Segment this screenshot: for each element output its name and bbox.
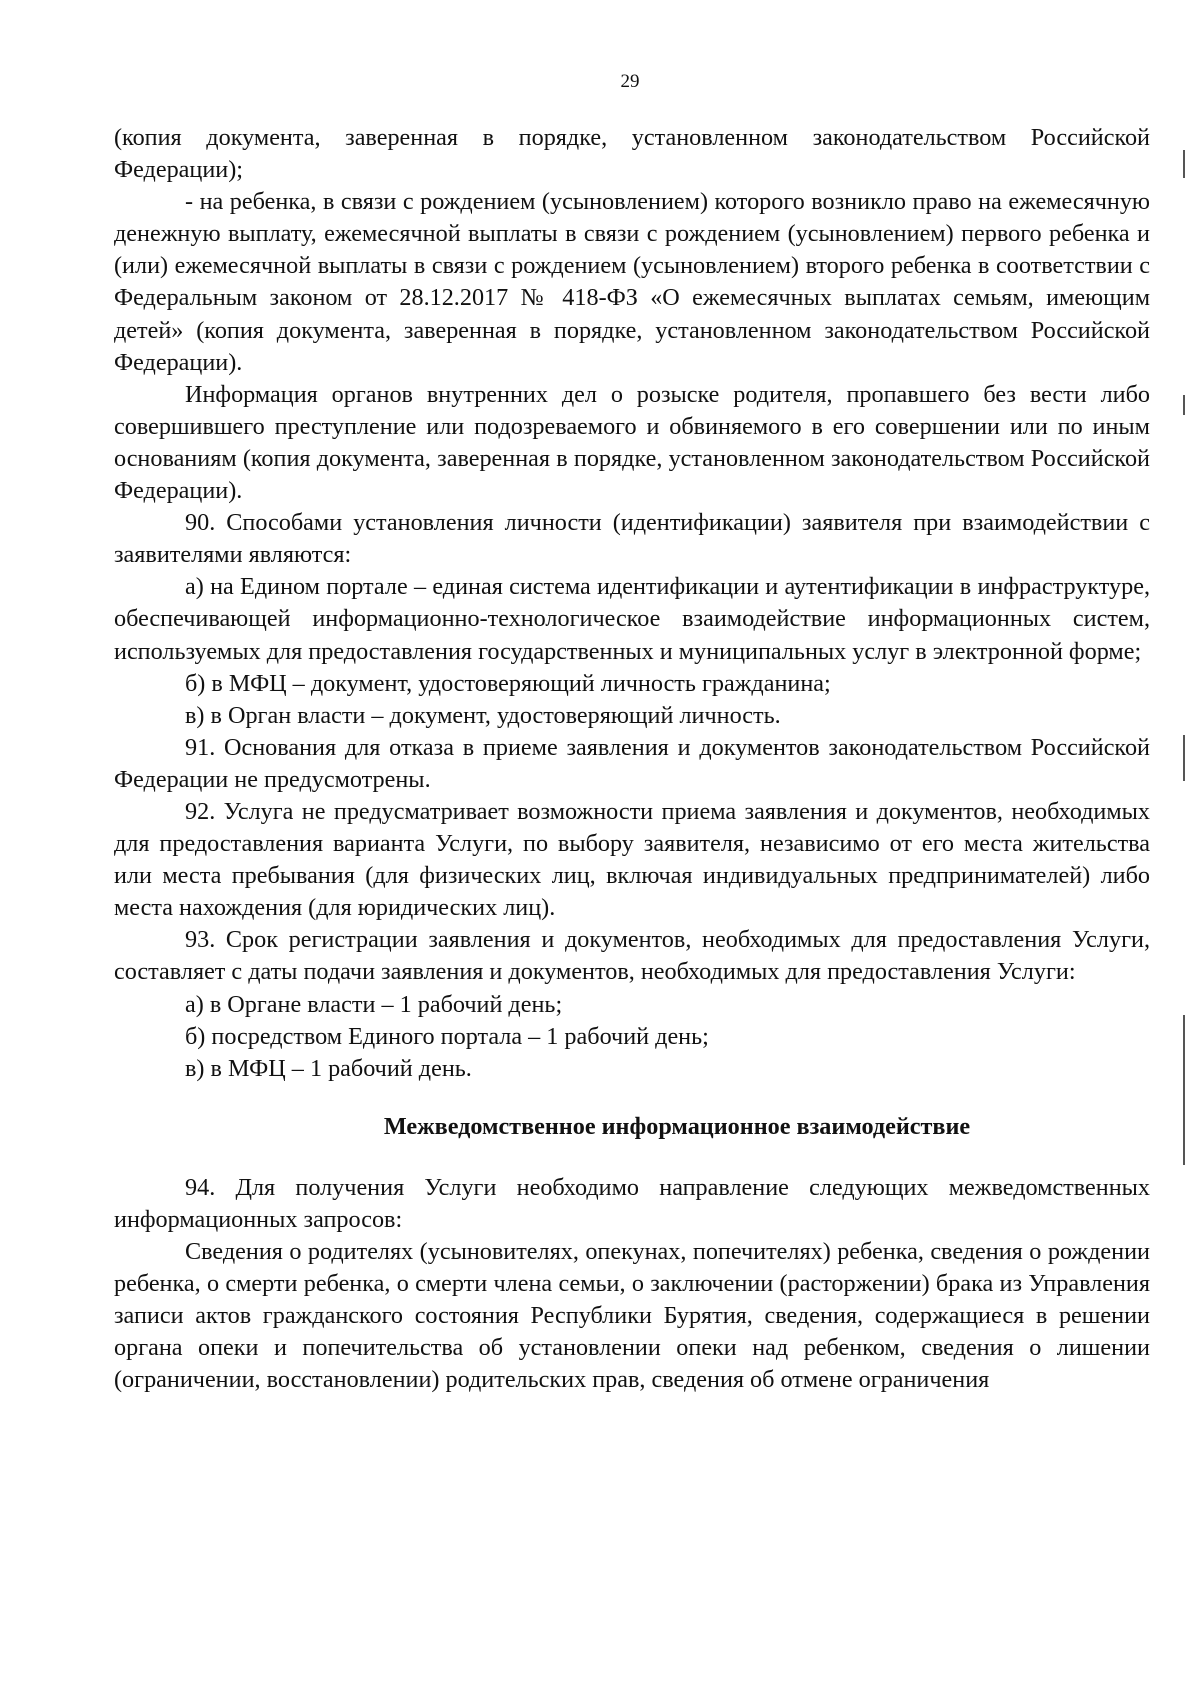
paragraph-90: 90. Способами установления личности (идентификации) заявителя при взаимодействии с заявителями являются:: [114, 509, 1150, 569]
scan-artifact-line: [1183, 150, 1185, 178]
paragraph-91: 91. Основания для отказа в приеме заявления и документов законодательством Российской Федерации не предусмотрены.: [114, 733, 1150, 793]
section-heading: Межведомственное информационное взаимодействие: [383, 1112, 971, 1140]
paragraph-93: 93. Срок регистрации заявления и документов, необходимых для предоставления Услуги, составляет с даты подачи заявления и документов, необходимых для предоставления Услуги:: [114, 926, 1150, 986]
paragraph-93-a: а) в Органе власти – 1 рабочий день;: [185, 990, 563, 1018]
paragraph-93-b: б) посредством Единого портала – 1 рабочий день;: [185, 1022, 709, 1050]
scan-artifact-line: [1183, 1015, 1185, 1165]
paragraph-90-b: б) в МФЦ – документ, удостоверяющий личность гражданина;: [185, 669, 831, 697]
paragraph-police-info: Информация органов внутренних дел о розыске родителя, пропавшего без вести либо совершившего преступление или подозреваемого и обвиняемого в его совершении или по иным основаниям (копия документа, заверенная в порядке, установленном законодательством Российской Федерации).: [114, 380, 1150, 505]
paragraph-90-v: в) в Орган власти – документ, удостоверяющий личность.: [185, 701, 781, 729]
paragraph-child-birth: - на ребенка, в связи с рождением (усыновлением) которого возникло право на ежемесячную денежную выплату, ежемесячной выплаты в связи с рождением (усыновлением) первого ребенка и (или) ежемесячной выплаты в связи с рождением (усыновлением) второго ребенка в соответствии с Федеральным законом от 28.12.2017 № 418-ФЗ «О ежемесячных выплатах семьям, имеющим детей» (копия документа, заверенная в порядке, установленном законодательством Российской Федерации).: [114, 188, 1150, 376]
paragraph-94-details: Сведения о родителях (усыновителях, опекунах, попечителях) ребенка, сведения о рождении ребенка, о смерти ребенка, о смерти члена семьи, о заключении (расторжении) брака из Управления записи актов гражданского состояния Республики Бурятия, сведения, содержащиеся в решении органа опеки и попечительства об установлении опеки над ребенком, сведения о лишении (ограничении, восстановлении) родительских прав, сведения об отмене ограничения: [114, 1238, 1150, 1394]
paragraph-93-v: в) в МФЦ – 1 рабочий день.: [185, 1054, 472, 1082]
paragraph-94: 94. Для получения Услуги необходимо направление следующих межведомственных информационных запросов:: [114, 1173, 1150, 1233]
scan-artifact-line: [1183, 395, 1185, 415]
scan-artifact-line: [1183, 735, 1185, 781]
page-number: 29: [620, 71, 640, 92]
document-body: [114, 122, 1150, 1397]
paragraph-copy-note: (копия документа, заверенная в порядке, установленном законодательством Российской Федерации);: [114, 124, 1150, 184]
paragraph-92: 92. Услуга не предусматривает возможности приема заявления и документов, необходимых для предоставления варианта Услуги, по выбору заявителя, независимо от его места жительства или места пребывания (для физических лиц, включая индивидуальных предпринимателей) либо места нахождения (для юридических лиц).: [114, 797, 1150, 922]
paragraph-90-a: а) на Едином портале – единая система идентификации и аутентификации в инфраструктуре, обеспечивающей информационно-технологическое взаимодействие информационных систем, используемых для предоставления государственных и муниципальных услуг в электронной форме;: [114, 573, 1150, 665]
